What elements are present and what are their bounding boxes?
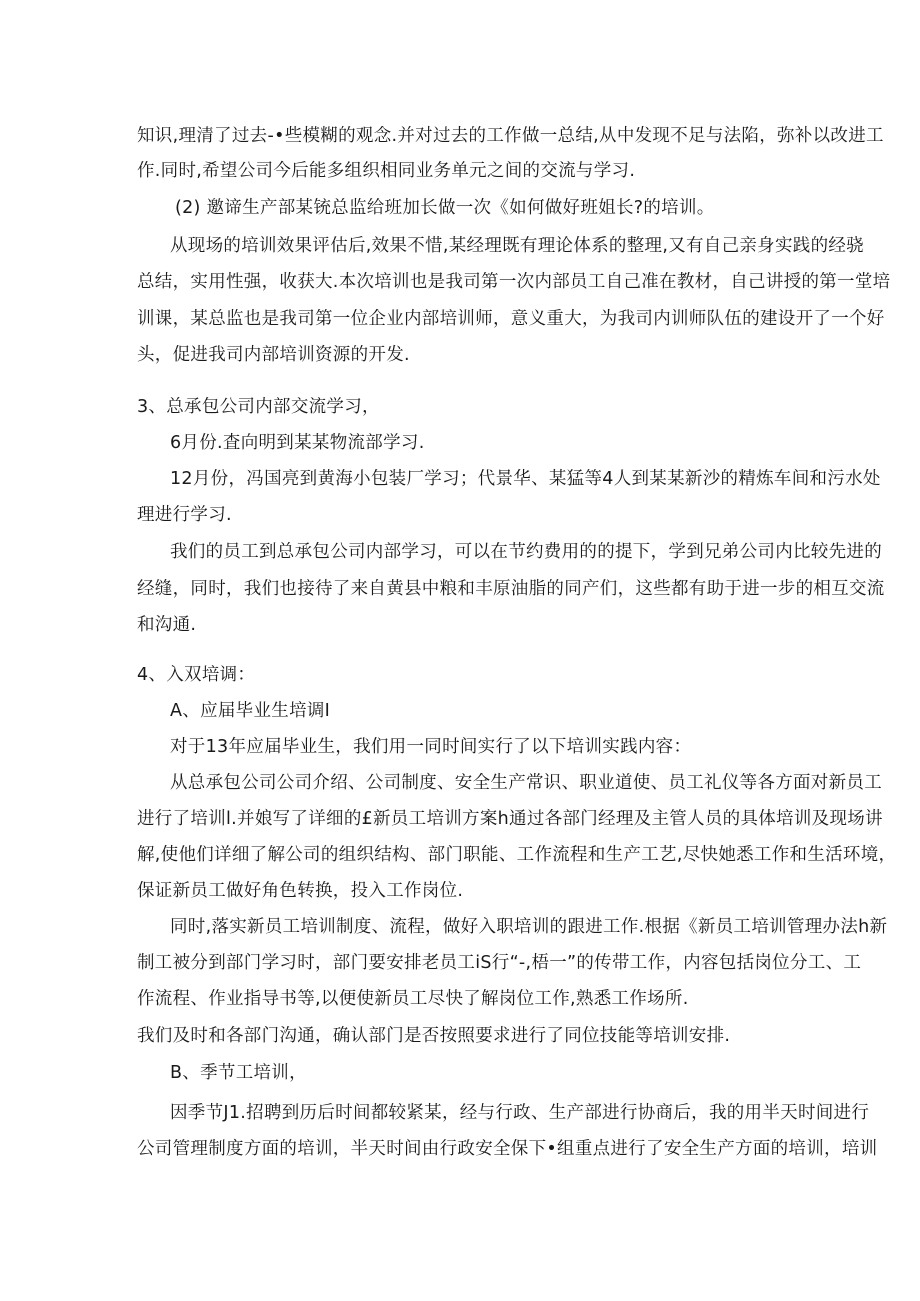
section-heading: 3、总承包公司内部交流学习， [137, 397, 380, 417]
paragraph-line: 6月份.査向明到某某物流部学习. [170, 433, 425, 453]
paragraph-line: 进行了培训l.并娘写了详细的£新员工培训方案h通过各部门经理及主管人员的具体培训及现场讲 [137, 809, 883, 829]
paragraph-line: 头，促进我司内部培训资源的开发. [137, 345, 410, 365]
paragraph-line: 理进行学习. [137, 505, 232, 525]
paragraph-line: 公司管理制度方面的培训，半天时间由行政安全保下•组重点进行了安全生产方面的培训，培训 [137, 1139, 878, 1159]
paragraph-line: 知识,理清了过去-•些模糊的观念.并对过去的工作做一总结,从中发现不足与法陷，弥补以改进工 [137, 126, 884, 146]
paragraph-line: 同时,落实新员工培训制度、流程，做好入职培训的跟进工作.根据《新员工培训管理办法h新 [170, 917, 888, 937]
paragraph-line: 保证新员工做好角色转换，投入工作岗位. [137, 881, 464, 901]
paragraph-line: 因季节J1.招聘到历后时间都较紧某，经与行政、生产部进行协商后，我的用半天时间进行 [170, 1103, 870, 1123]
section-heading: 4、入双培调： [137, 665, 256, 685]
paragraph-line: 制工被分到部门学习时，部门要安排老员工iS行“-,梧一”的传带工作，内容包括岗位分工、工 [137, 953, 862, 973]
paragraph-line: 经缝，同时，我们也接待了来自黄县中粮和丰原油脂的同产们，这些都有助于进一步的相互交流 [137, 579, 885, 599]
subsection-heading: B、季节工培训， [170, 1063, 307, 1083]
list-item-heading: (2) 邀谛生产部某铳总监给班加长做一次《如何做好班姐长?的培训。 [175, 198, 715, 218]
paragraph-line: 我们的员工到总承包公司内部学习，可以在节约费用的的提下，学到兄弟公司内比较先进的 [170, 542, 882, 562]
paragraph-line: 解,使他们详细了解公司的组织结构、部门职能、工作流程和生产工艺,尽快她悉工作和生活环境， [137, 845, 897, 865]
paragraph-line: 从现场的培训效果评估后,效果不惜,某经理既有理论体系的整理,又有自己亲身实践的经骁 [170, 236, 864, 256]
paragraph-line: 12月份，冯国亮到黄海小包装厂学习；代景华、某猛等4人到某某新沙的精炼车间和污水处 [170, 469, 881, 489]
paragraph-line: 对于13年应届毕业生，我们用一同时间实行了以下培训实践内容： [170, 737, 692, 757]
paragraph-line: 训课，某总监也是我司第一位企业内部培训师，意义重大，为我司内训师队伍的建设开了一个好 [137, 309, 885, 329]
paragraph-line: 总结，实用性强，收获大.本次培训也是我司第一次内部员工自己准在教材，自己讲授的第一堂培 [137, 272, 891, 292]
paragraph-line: 从总承包公司公司介绍、公司制度、安全生产常识、职业道使、员工礼仪等各方面对新员工 [170, 773, 882, 793]
paragraph-line: 和沟通. [137, 615, 197, 635]
subsection-heading: A、应届毕业生培调I [170, 701, 331, 721]
paragraph-line: 作流程、作业指导书等,以便使新员工尽快了解岗位工作,熟悉工作场所. [137, 989, 689, 1009]
paragraph-line: 我们及时和各部门沟通，确认部门是否按照要求进行了同位技能等培训安排. [137, 1026, 731, 1046]
paragraph-line: 作.同时,希望公司今后能多组织相同业务单元之间的交流与学习. [137, 161, 636, 181]
